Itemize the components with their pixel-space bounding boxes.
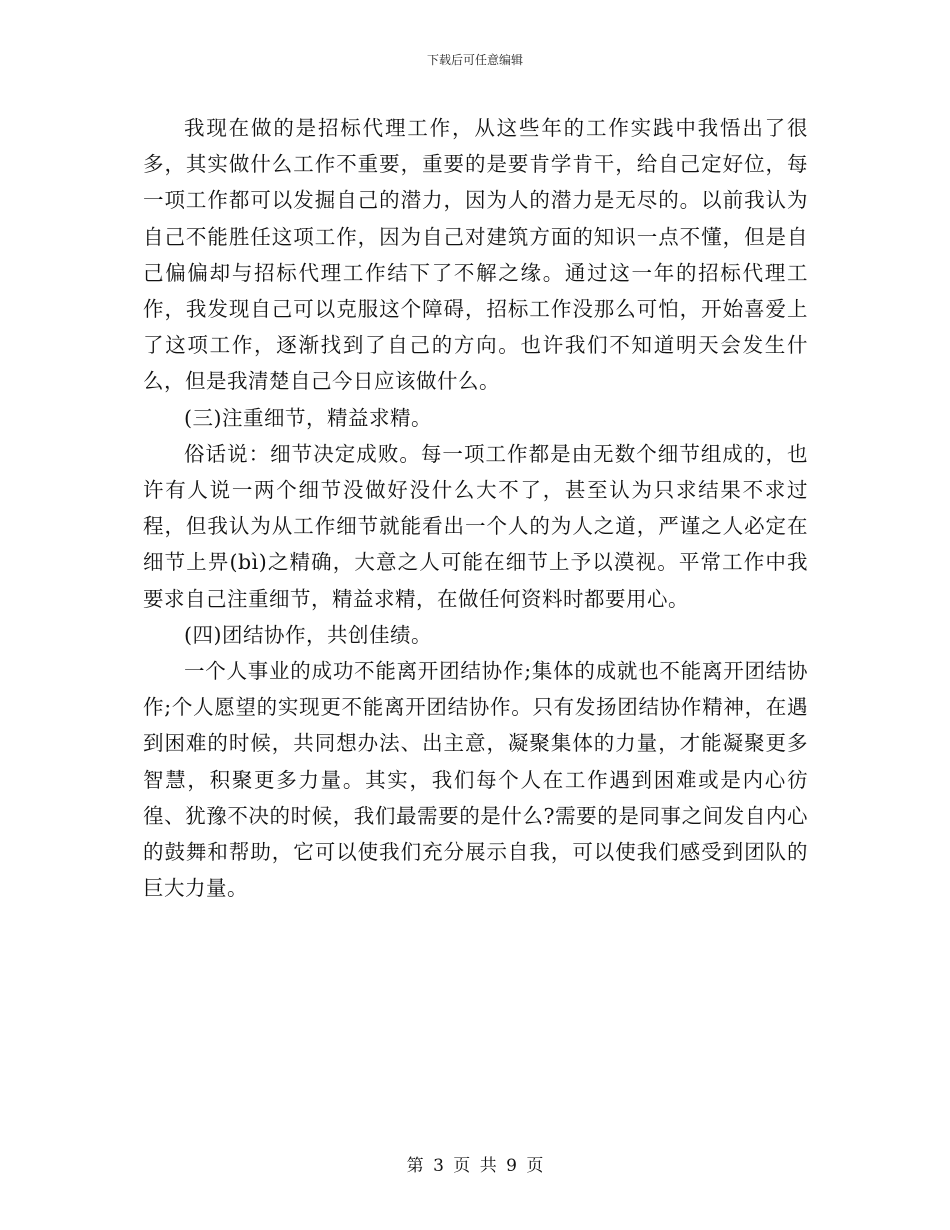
paragraph-teamwork: 一个人事业的成功不能离开团结协作;集体的成就也不能离开团结协作;个人愿望的实现更不能离开团结协作。只有发扬团结协作精神，在遇到困难的时候，共同想办法、出主意，凝聚集体的力量，才能凝聚更多智慧，积聚更多力量。其实，我们每个人在工作遇到困难或是内心彷徨、犹豫不决的时候，我们最需要的是什么?需要的是同事之间发自内心的鼓舞和帮助，它可以使我们充分展示自我，可以使我们感受到团队的巨大力量。 (143, 659, 808, 901)
paragraph-career-reflection: 我现在做的是招标代理工作，从这些年的工作实践中我悟出了很多，其实做什么工作不重要，重要的是要肯学肯干，给自己定好位，每一项工作都可以发掘自己的潜力，因为人的潜力是无尽的。以前我认为自己不能胜任这项工作，因为自己对建筑方面的知识一点不懂，但是自己偏偏却与招标代理工作结下了不解之缘。通过这一年的招标代理工作，我发现自己可以克服这个障碍，招标工作没那么可怕，开始喜爱上了这项工作，逐渐找到了自己的方向。也许我们不知道明天会发生什么，但是我清楚自己今日应该做什么。 (143, 116, 808, 394)
section-heading-details: (三)注重细节，精益求精。 (184, 405, 432, 430)
page-number: 第 3 页 共 9 页 (406, 1156, 544, 1176)
page-header: 下载后可任意编辑 (426, 53, 523, 67)
section-heading-teamwork: (四)团结协作，共创佳绩。 (184, 622, 432, 647)
document-body (143, 110, 808, 906)
paragraph-attention-to-detail: 俗话说：细节决定成败。每一项工作都是由无数个细节组成的，也许有人说一两个细节没做好没什么大不了，甚至认为只求结果不求过程，但我认为从工作细节就能看出一个人的为人之道，严谨之人必定在细节上畀(bì)之精确，大意之人可能在细节上予以漠视。平常工作中我要求自己注重细节，精益求精，在做任何资料时都要用心。 (143, 441, 808, 611)
